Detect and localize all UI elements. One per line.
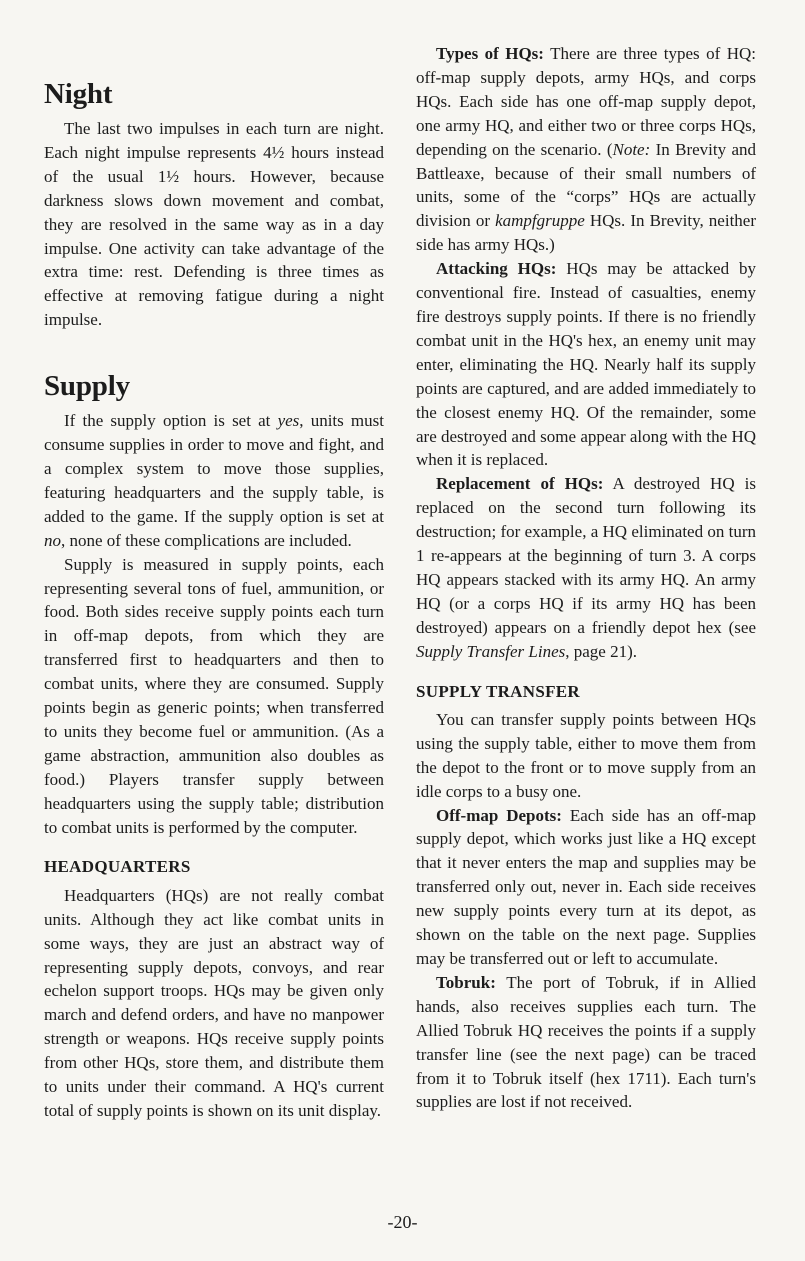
types-of-hqs-paragraph [416,42,756,257]
offmap-depots-label: Off-map Depots: [436,805,562,825]
attacking-text: HQs may be attacked by conventional fire. Instead of casualties, enemy fire destroys supply points. If there is no friendly combat unit in the HQ's hex, an enemy unit may enter, eliminating the HQ. Nearly half its supply points are captured, and are added immediately to the closest enemy HQ. Of the remainder, some are destroyed and some appear along with the HQ when it is replaced. [416,259,756,470]
supply-paragraph-2: Supply is measured in supply points, each representing several tons of fuel, ammunition, or food. Both sides receive supply points each turn in off-map depots, from which they are transferred first to headquarters and then to combat units, where they are consumed. Supply points begin as generic points; when transferred to units they become fuel or ammunition. (As a game abstraction, ammunition also doubles as food.) Players transfer supply between headquarters using the supply table; distribution to combat units is performed by the computer. [44,554,384,837]
tobruk-paragraph [416,971,756,1114]
attacking-hqs-paragraph [416,257,756,472]
tobruk-label: Tobruk: [436,972,496,992]
offmap-text: Each side has an off-map supply depot, which works just like a HQ except that it never enters the map and supplies may be transferred only out, never in. Each side receives new supply points every turn at its depot, as shown on the table on the next page. Supplies may be transferred out or left to accumulate. [416,805,756,969]
supply-p1-text-b: , units must consume supplies in order to move and fight, and a complex system to move those supplies, featuring headquarters and the supply table, is added to the game. If the supply option is set at [44,411,384,526]
supply-heading: Supply [44,370,130,403]
right-column [416,40,756,1114]
replacement-text-a: A destroyed HQ is replaced on the second turn following its destruction; for example, a HQ eliminated on turn 1 re-appears at the beginning of turn 3. A corps HQ appears stacked with its army HQ. An army HQ (or a corps HQ if its army HQ has been destroyed) appears on a friendly depot hex (see [416,474,756,637]
left-column [44,40,384,1123]
supply-p1-text-c: , none of these complications are included. [61,530,352,550]
night-heading: Night [44,78,113,110]
supply-transfer-heading: SUPPLY TRANSFER [416,681,580,701]
types-text-b: In Brevity and Battleaxe, because of their small numbers of units, some of the “corps” HQs are actually division or [416,139,756,231]
supply-p1-text-a: If the supply option is set at [64,411,278,431]
page-number: -20- [387,1212,418,1232]
supply-paragraph-1 [44,409,384,552]
supply-option-no: no [44,530,61,550]
kampfgruppe-term: kampfgruppe [495,211,585,231]
offmap-depots-paragraph [416,804,756,971]
supply-transfer-paragraph: You can transfer supply points between HQs using the supply table, either to move them from the depot to the front or to move supply from an idle corps to a busy one. [416,709,756,801]
types-text-c: HQs. In Brevity, neither side has army HQs.) [416,211,756,255]
tobruk-text: The port of Tobruk, if in Allied hands, also receives supplies each turn. The Allied Tobruk HQ receives the points if a supply transfer line (see the next page) can be traced from it to Tobruk itself (hex 1711). Each turn's supplies are lost if not received. [416,972,756,1112]
night-paragraph: The last two impulses in each turn are night. Each night impulse represents 4½ hours instead of the usual 1½ hours. However, because darkness slows down movement and combat, they are resolved in the same way as in a day impulse. One activity can take advantage of the extra time: rest. Defending is three times as effective at removing fatigue during a night impulse. [44,119,384,330]
replacement-hqs-paragraph [416,472,756,663]
supply-option-yes: yes [277,411,300,431]
types-text-a: There are three types of HQ: off-map supply depots, army HQs, and corps HQs. Each side has one off-map supply depot, one army HQ, and either two or three corps HQs, depending on the scenario. ( [416,44,756,159]
replacement-text-b: , page 21). [565,641,638,661]
headquarters-heading: HEADQUARTERS [44,857,191,877]
attacking-hqs-label: Attacking HQs: [436,259,557,279]
types-of-hqs-label: Types of HQs: [436,44,544,63]
replacement-hqs-label: Replacement of HQs: [436,474,604,494]
supply-transfer-lines-ref: Supply Transfer Lines [416,641,566,661]
note-label: Note: [612,139,651,159]
headquarters-paragraph: Headquarters (HQs) are not really combat units. Although they act like combat units in some ways, they are just an abstract way of representing supply depots, convoys, and rear echelon support troops. HQs may be given only march and defend orders, and have no manpower strength or weapons. HQs receive supply points from other HQs, store them, and distribute them to units under their command. A HQ's current total of supply points is shown on its unit display. [44,885,384,1121]
